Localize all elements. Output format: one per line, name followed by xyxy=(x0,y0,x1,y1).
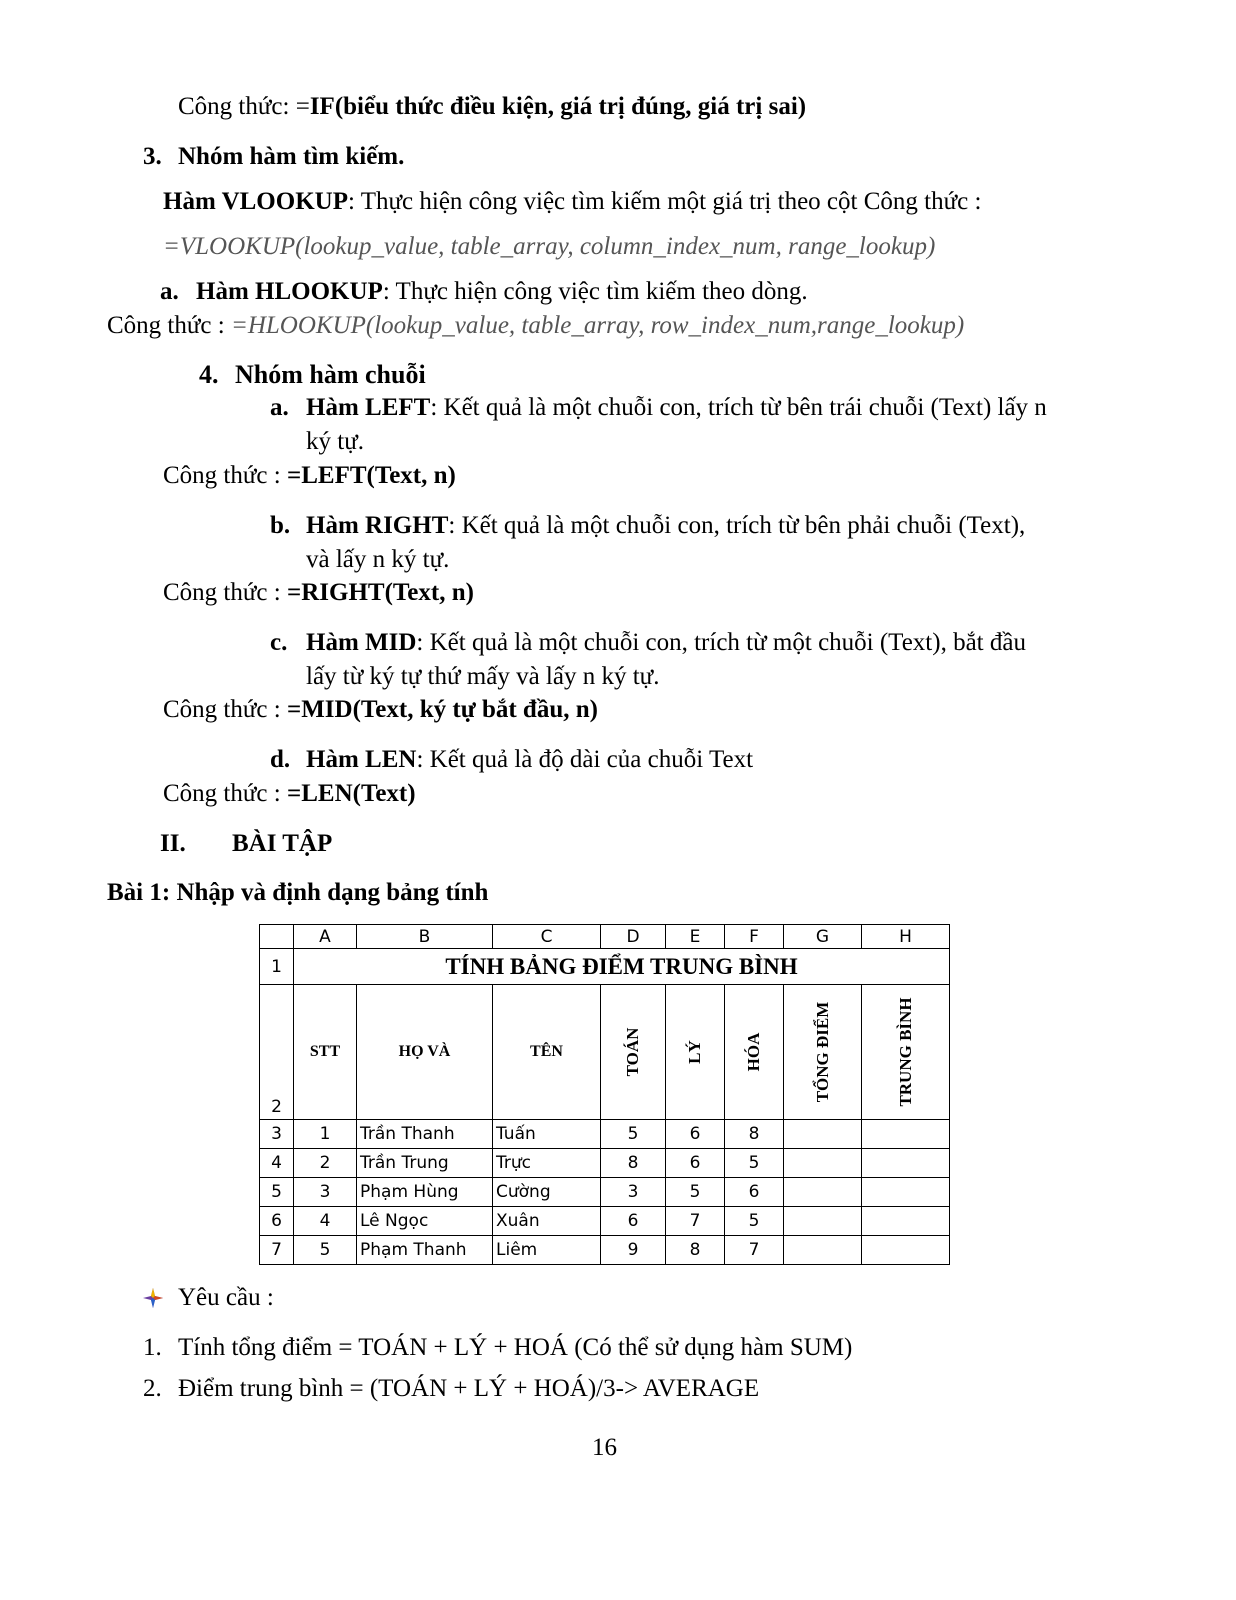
column-header: G xyxy=(784,925,862,949)
right-description-cont: và lấy n ký tự. xyxy=(306,546,450,573)
mid-formula-line xyxy=(163,695,598,725)
mid-description xyxy=(270,628,1026,658)
hlookup-formula-line xyxy=(107,311,964,341)
cell-trung-binh xyxy=(862,1178,950,1207)
header-tong-diem: TỔNG ĐIỂM xyxy=(812,1001,832,1103)
hlookup-formula: =HLOOKUP(lookup_value, table_array, row_index_num,range_lookup) xyxy=(230,312,965,339)
header-ly: LÝ xyxy=(685,1040,704,1064)
table-row xyxy=(260,1149,950,1178)
cell-ly: 5 xyxy=(666,1178,725,1207)
table-row xyxy=(260,1236,950,1265)
part-number: II. xyxy=(160,830,186,857)
left-description xyxy=(270,393,1047,423)
cell-stt: 2 xyxy=(294,1149,357,1178)
cell-trung-binh xyxy=(862,1149,950,1178)
formula-label: Công thức : xyxy=(107,312,231,339)
function-desc: : Kết quả là độ dài của chuỗi Text xyxy=(416,746,754,773)
row-header: 2 xyxy=(260,985,294,1120)
item-letter: b. xyxy=(270,512,291,539)
header-toan-cell xyxy=(601,985,666,1120)
right-formula-line xyxy=(163,578,474,608)
function-name: Hàm LEFT xyxy=(306,394,431,421)
cell-ten: Trực xyxy=(493,1149,601,1178)
header-ho-va: HỌ VÀ xyxy=(357,985,493,1120)
cell-trung-binh xyxy=(862,1207,950,1236)
header-toan: TOÁN xyxy=(623,1027,642,1077)
len-description xyxy=(270,745,753,775)
right-formula: =RIGHT(Text, n) xyxy=(286,579,474,606)
formula-label: Công thức : xyxy=(163,780,287,807)
cell-ly: 7 xyxy=(666,1207,725,1236)
cell-hoa: 8 xyxy=(725,1120,784,1149)
header-stt: STT xyxy=(294,985,357,1120)
left-description-cont: ký tự. xyxy=(306,428,364,455)
cell-stt: 5 xyxy=(294,1236,357,1265)
title-row xyxy=(260,949,950,985)
formula-label: Công thức : xyxy=(163,579,287,606)
row-header: 7 xyxy=(260,1236,294,1265)
section-4-heading xyxy=(199,360,426,390)
spreadsheet-table xyxy=(259,924,950,1265)
cell-tong-diem xyxy=(784,1207,862,1236)
section-title: Nhóm hàm chuỗi xyxy=(235,360,426,389)
column-header: F xyxy=(725,925,784,949)
function-name: Hàm VLOOKUP xyxy=(163,188,348,215)
cell-ly: 8 xyxy=(666,1236,725,1265)
cell-hoa: 6 xyxy=(725,1178,784,1207)
cell-ho-va: Lê Ngọc xyxy=(357,1207,493,1236)
cell-toan: 6 xyxy=(601,1207,666,1236)
row-header: 1 xyxy=(260,949,294,985)
function-name: Hàm MID xyxy=(306,629,417,656)
function-desc: : Kết quả là một chuỗi con, trích từ một chuỗi (Text), bắt đầu xyxy=(416,629,1026,656)
table-row xyxy=(260,1120,950,1149)
function-desc: : Kết quả là một chuỗi con, trích từ bên trái chuỗi (Text) lấy n xyxy=(430,394,1047,421)
section-3-heading xyxy=(143,142,404,172)
cell-ho-va: Phạm Hùng xyxy=(357,1178,493,1207)
item-letter: d. xyxy=(270,746,291,773)
formula-prefix: Công thức: = xyxy=(178,93,310,120)
cell-trung-binh xyxy=(862,1120,950,1149)
len-formula-line xyxy=(163,779,416,809)
column-header-row xyxy=(260,925,950,949)
requirement-item xyxy=(143,1333,852,1363)
cell-ly: 6 xyxy=(666,1149,725,1178)
function-name: Hàm RIGHT xyxy=(306,512,449,539)
cell-tong-diem xyxy=(784,1120,862,1149)
row-header: 5 xyxy=(260,1178,294,1207)
requirements-label: Yêu cầu : xyxy=(178,1284,274,1311)
cell-toan: 9 xyxy=(601,1236,666,1265)
cell-stt: 3 xyxy=(294,1178,357,1207)
header-row xyxy=(260,985,950,1120)
column-header: C xyxy=(493,925,601,949)
cell-stt: 4 xyxy=(294,1207,357,1236)
item-letter: a. xyxy=(270,394,289,421)
function-desc: : Thực hiện công việc tìm kiếm một giá trị theo cột Công thức : xyxy=(347,188,982,215)
requirement-item xyxy=(143,1374,759,1404)
cell-ten: Xuân xyxy=(493,1207,601,1236)
requirement-text: Điểm trung bình = (TOÁN + LÝ + HOÁ)/3-> AVERAGE xyxy=(178,1375,760,1402)
part-title: BÀI TẬP xyxy=(232,830,333,857)
part-2-heading xyxy=(160,829,332,859)
header-trung-binh-cell xyxy=(862,985,950,1120)
cell-tong-diem xyxy=(784,1236,862,1265)
item-letter: a. xyxy=(160,278,179,305)
header-hoa: HÓA xyxy=(744,1032,763,1072)
if-formula: IF(biểu thức điều kiện, giá trị đúng, giá trị sai) xyxy=(309,93,807,120)
cell-tong-diem xyxy=(784,1178,862,1207)
cell-stt: 1 xyxy=(294,1120,357,1149)
right-description xyxy=(270,511,1025,541)
row-header: 4 xyxy=(260,1149,294,1178)
row-header: 6 xyxy=(260,1207,294,1236)
if-formula-line xyxy=(178,92,806,122)
cell-ho-va: Trần Trung xyxy=(357,1149,493,1178)
column-header: D xyxy=(601,925,666,949)
page-number: 16 xyxy=(592,1434,617,1461)
column-header: H xyxy=(862,925,950,949)
requirement-number: 1. xyxy=(143,1334,162,1361)
vlookup-description xyxy=(163,187,981,217)
header-ten: TÊN xyxy=(493,985,601,1120)
cell-ten: Cường xyxy=(493,1178,601,1207)
cell-tong-diem xyxy=(784,1149,862,1178)
function-name: Hàm HLOOKUP xyxy=(196,278,383,305)
corner-cell xyxy=(260,925,294,949)
table-row xyxy=(260,1207,950,1236)
section-title: Nhóm hàm tìm kiếm. xyxy=(178,143,405,170)
function-desc: : Kết quả là một chuỗi con, trích từ bên phải chuỗi (Text), xyxy=(448,512,1026,539)
cell-hoa: 5 xyxy=(725,1207,784,1236)
function-name: Hàm LEN xyxy=(306,746,417,773)
header-tong-diem-cell xyxy=(784,985,862,1120)
cell-toan: 5 xyxy=(601,1120,666,1149)
formula-label: Công thức : xyxy=(163,696,287,723)
cell-ten: Tuấn xyxy=(493,1120,601,1149)
section-number: 3. xyxy=(143,143,162,170)
cell-ho-va: Trần Thanh xyxy=(357,1120,493,1149)
cell-trung-binh xyxy=(862,1236,950,1265)
exercise-1-title: Bài 1: Nhập và định dạng bảng tính xyxy=(107,879,489,906)
cell-toan: 8 xyxy=(601,1149,666,1178)
requirement-text: Tính tổng điểm = TOÁN + LÝ + HOÁ (Có thể sử dụng hàm SUM) xyxy=(178,1334,853,1361)
column-header: E xyxy=(666,925,725,949)
cell-toan: 3 xyxy=(601,1178,666,1207)
header-hoa-cell xyxy=(725,985,784,1120)
cell-ho-va: Phạm Thanh xyxy=(357,1236,493,1265)
header-ly-cell xyxy=(666,985,725,1120)
mid-description-cont: lấy từ ký tự thứ mấy và lấy n ký tự. xyxy=(306,663,660,690)
cell-hoa: 5 xyxy=(725,1149,784,1178)
vlookup-formula: =VLOOKUP(lookup_value, table_array, column_index_num, range_lookup) xyxy=(163,233,936,260)
row-header: 3 xyxy=(260,1120,294,1149)
column-header: B xyxy=(357,925,493,949)
left-formula-line xyxy=(163,461,456,491)
function-desc: : Thực hiện công việc tìm kiếm theo dòng. xyxy=(382,278,808,305)
cell-ten: Liêm xyxy=(493,1236,601,1265)
column-header: A xyxy=(294,925,357,949)
mid-formula: =MID(Text, ký tự bắt đầu, n) xyxy=(286,696,598,723)
cell-ly: 6 xyxy=(666,1120,725,1149)
formula-label: Công thức : xyxy=(163,462,287,489)
cell-hoa: 7 xyxy=(725,1236,784,1265)
requirement-number: 2. xyxy=(143,1375,162,1402)
sheet-title: TÍNH BẢNG ĐIỂM TRUNG BÌNH xyxy=(294,949,950,985)
left-formula: =LEFT(Text, n) xyxy=(286,462,456,489)
item-letter: c. xyxy=(270,629,288,656)
header-trung-binh: TRUNG BÌNH xyxy=(895,997,915,1107)
len-formula: =LEN(Text) xyxy=(286,780,416,807)
table-row xyxy=(260,1178,950,1207)
section-number: 4. xyxy=(199,360,219,389)
hlookup-description xyxy=(160,277,808,307)
four-point-star-bullet-icon xyxy=(142,1287,164,1309)
